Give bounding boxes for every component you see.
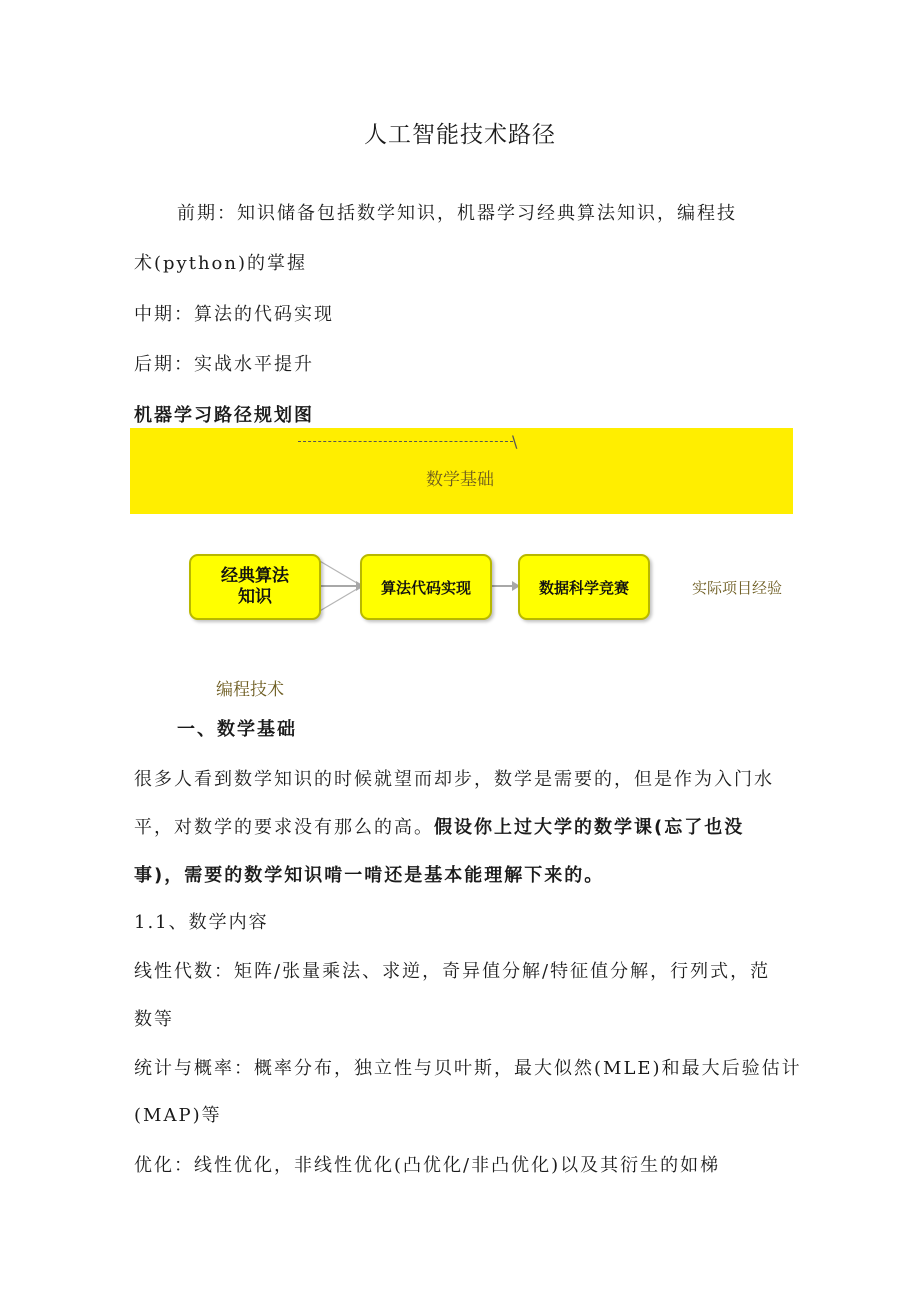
para1-line2-bold: 假设你上过大学的数学课(忘了也没 [434,817,745,838]
content-line-2: 数等 [134,1009,174,1030]
band-label: 数学基础 [426,470,494,490]
roadmap-heading: 机器学习路径规划图 [134,405,314,426]
box-classic-line2: 知识 [238,587,272,607]
box-code-label: 算法代码实现 [380,578,471,597]
box-competition-label: 数据科学竞赛 [538,578,629,597]
intro-line-1: 前期：知识储备包括数学知识，机器学习经典算法知识，编程技 [177,203,737,224]
box-code-implementation [360,554,492,620]
doc-title: 人工智能技术路径 [364,122,556,148]
box-classic-algorithms [189,554,321,620]
para1-line1: 很多人看到数学知识的时候就望而却步，数学是需要的，但是作为入门水 [134,769,774,790]
content-line-5: 优化：线性优化，非线性优化(凸优化/非凸优化)以及其衍生的如梯 [134,1155,721,1176]
intro-line-3: 中期：算法的代码实现 [134,304,334,325]
side-label-project-experience: 实际项目经验 [692,579,783,597]
intro-line-2: 术(python)的掌握 [134,253,307,274]
section-1-heading: 一、数学基础 [177,719,297,740]
para1-line2-normal: 平，对数学的要求没有那么的高。 [134,817,434,838]
intro-line-4: 后期：实战水平提升 [134,354,314,375]
box-classic-line1: 经典算法 [221,566,289,586]
backslash-mark: \ [512,432,518,451]
box-data-science-competition [518,554,650,620]
bottom-label-programming: 编程技术 [216,680,284,700]
content-line-1: 线性代数：矩阵/张量乘法、求逆，奇异值分解/特征值分解，行列式，范 [134,961,771,982]
content-line-3: 统计与概率：概率分布，独立性与贝叶斯，最大似然(MLE)和最大后验估计 [134,1058,802,1079]
subsection-1-1-heading: 1.1、数学内容 [134,912,269,933]
para1-line3: 事)，需要的数学知识啃一啃还是基本能理解下来的。 [134,865,605,886]
para1-line2 [134,813,744,839]
content-line-4: (MAP)等 [134,1105,222,1126]
